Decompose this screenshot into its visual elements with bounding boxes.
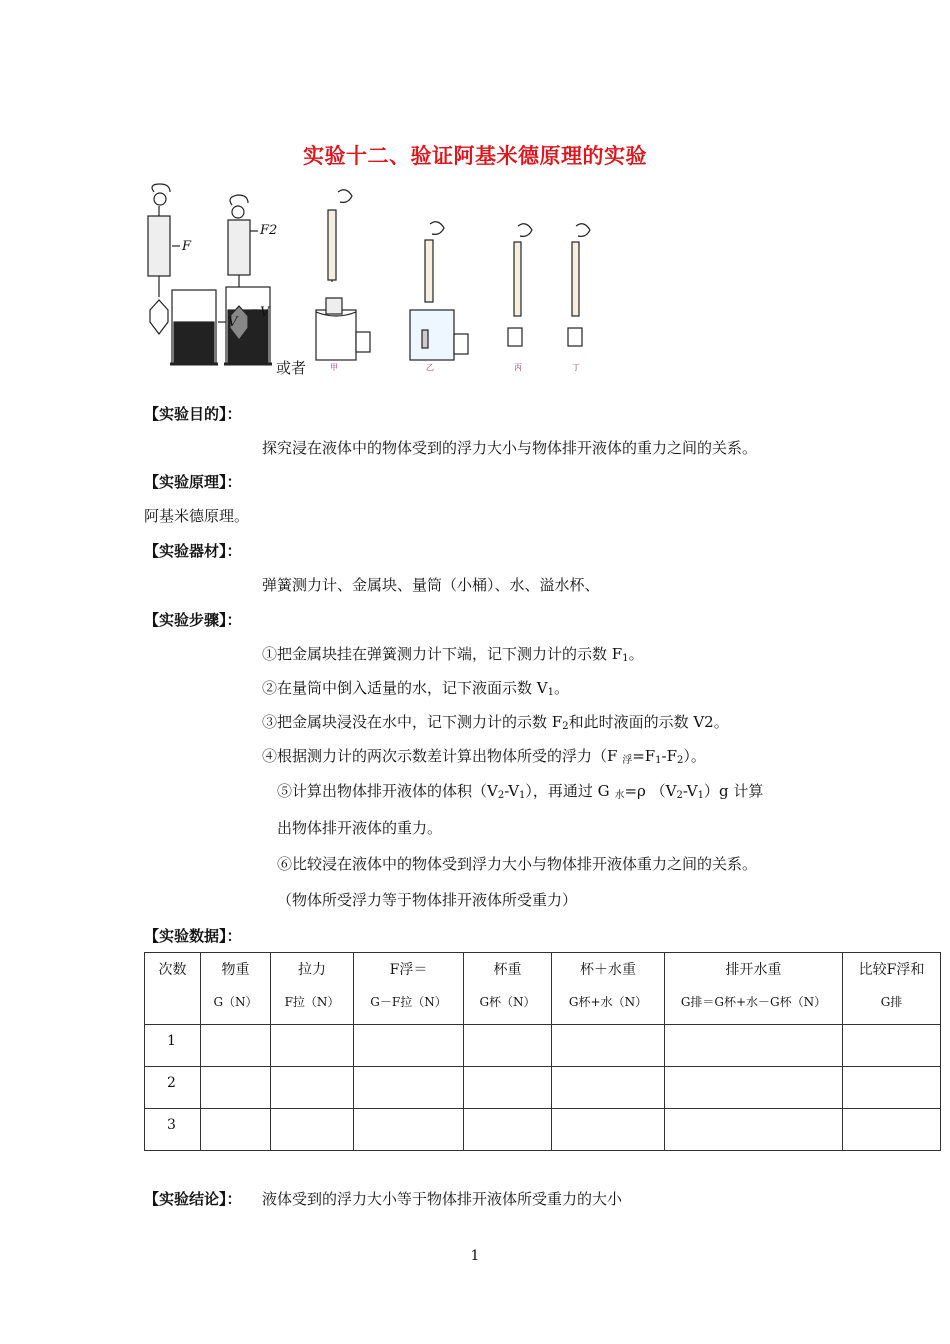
header-cell: 比较F浮和 G排 — [843, 953, 941, 1025]
label-v1: V — [228, 315, 238, 330]
row-number: 1 — [145, 1025, 201, 1067]
header-cell: 次数 — [145, 953, 201, 1025]
data-heading: 【实验数据】： — [144, 927, 242, 945]
header-cell: 杯重 G杯（N） — [464, 953, 552, 1025]
table-cell[interactable] — [271, 1067, 354, 1109]
step-5: ⑤计算出物体排开液体的体积$(V_2-V_1)$，再通过 G $_水$=ρ $(V_2-V_1)g$ 计算 — [277, 782, 764, 801]
label-f2: F2 — [260, 223, 278, 238]
table-cell[interactable] — [464, 1025, 552, 1067]
step-4: ④根据测力计的两次示数差计算出物体所受的浮力（F $_浮=F_1-F_2$）。 — [262, 747, 706, 766]
table-cell[interactable] — [665, 1025, 843, 1067]
table-cell[interactable] — [201, 1109, 271, 1151]
table-cell[interactable] — [354, 1025, 464, 1067]
purpose-heading: 【实验目的】： — [144, 405, 242, 423]
experiment-figure — [140, 182, 630, 377]
label-v2: V — [260, 305, 270, 320]
label-bing: 丙 — [514, 363, 522, 372]
table-cell[interactable] — [271, 1025, 354, 1067]
hook-icon — [154, 193, 166, 205]
table-cell[interactable] — [201, 1025, 271, 1067]
table-row — [145, 1025, 941, 1067]
header-cell: F浮＝ G－F拉（N） — [354, 953, 464, 1025]
step-6: ⑥比较浸在液体中的物体受到浮力大小与物体排开液体重力之间的关系。 — [277, 855, 758, 873]
table-cell[interactable] — [201, 1067, 271, 1109]
table-row — [145, 1067, 941, 1109]
principle-heading: 【实验原理】： — [144, 473, 242, 491]
table-cell[interactable] — [552, 1109, 665, 1151]
table-cell[interactable] — [354, 1067, 464, 1109]
step-2: ②在量筒中倒入适量的水，记下液面示数 $V_1$。 — [262, 679, 569, 698]
header-cell: 杯＋水重 G杯+水（N） — [552, 953, 665, 1025]
header-cell: 拉力 F拉（N） — [271, 953, 354, 1025]
table-cell[interactable] — [843, 1109, 941, 1151]
label-ding: 丁 — [572, 363, 580, 372]
header-cell: 排开水重 G排＝G杯+水－G杯（N） — [665, 953, 843, 1025]
equipment-text: 弹簧测力计、金属块、量筒（小桶）、水、溢水杯、 — [262, 576, 600, 594]
table-row — [145, 1109, 941, 1151]
conclusion-heading: 【实验结论】： — [144, 1190, 242, 1208]
table-cell[interactable] — [552, 1025, 665, 1067]
header-cell: 物重 G（N） — [201, 953, 271, 1025]
data-table — [144, 952, 941, 1151]
row-number: 2 — [145, 1067, 201, 1109]
table-cell[interactable] — [354, 1109, 464, 1151]
table-cell[interactable] — [271, 1109, 354, 1151]
row-number: 3 — [145, 1109, 201, 1151]
principle-text: 阿基米德原理。 — [144, 507, 250, 525]
figure-or-label: 或者 — [276, 359, 307, 377]
table-cell[interactable] — [552, 1067, 665, 1109]
equipment-heading: 【实验器材】： — [144, 542, 242, 560]
table-cell[interactable] — [665, 1067, 843, 1109]
label-yi: 乙 — [426, 363, 434, 372]
step-1: ①把金属块挂在弹簧测力计下端，记下测力计的示数 $F_1$。 — [262, 645, 644, 664]
table-cell[interactable] — [464, 1067, 552, 1109]
label-f: F — [182, 239, 192, 254]
table-cell[interactable] — [843, 1067, 941, 1109]
table-header-row — [145, 953, 941, 1025]
table-cell[interactable] — [843, 1025, 941, 1067]
page-title: 实验十二、验证阿基米德原理的实验 — [303, 144, 647, 168]
step-3: ③把金属块浸没在水中，记下测力计的示数 $F_2$和此时液面的示数 V2。 — [262, 713, 729, 732]
steps-heading: 【实验步骤】： — [144, 611, 242, 629]
label-jia: 甲 — [330, 363, 338, 372]
conclusion-text: 液体受到的浮力大小等于物体排开液体所受重力的大小 — [262, 1190, 623, 1208]
purpose-text: 探究浸在液体中的物体受到的浮力大小与物体排开液体的重力之间的关系。 — [262, 439, 758, 457]
table-cell[interactable] — [665, 1109, 843, 1151]
step-5-cont: 出物体排开液体的重力。 — [277, 819, 443, 837]
table-cell[interactable] — [464, 1109, 552, 1151]
page-number: 1 — [470, 1248, 480, 1264]
step-7: （物体所受浮力等于物体排开液体所受重力） — [277, 891, 578, 909]
